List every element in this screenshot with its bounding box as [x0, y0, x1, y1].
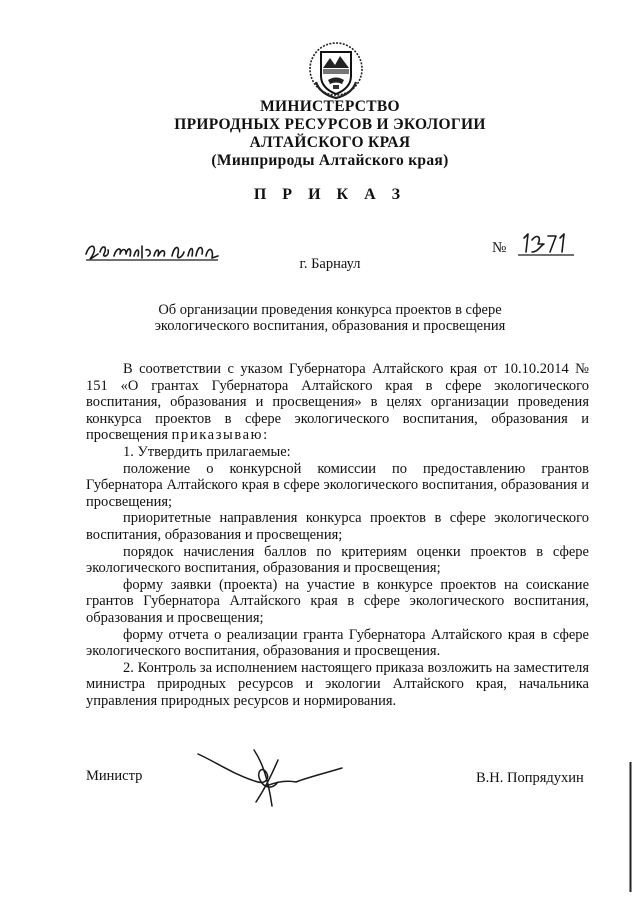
header-line-3: АЛТАЙСКОГО КРАЯ [249, 134, 411, 151]
subject-line-1: Об организации проведения конкурса проектов в сфере [158, 302, 502, 318]
order-number-label: № [492, 240, 507, 256]
signer-position: Министр [86, 768, 143, 784]
preamble-text: В соответствии с указом Губернатора Алтайского края от 10.10.2014 № 151 «О грантах Губернатора Алтайского края в сфере экологического воспитания, образования и просвещения» в целях организации проведения конкурса проектов в сфере экологического воспитания, образования и просвещения [86, 361, 589, 444]
body-paragraph-priorities: приоритетные направления конкурса проектов в сфере экологического воспитания, образования и просвещения; [86, 510, 589, 543]
order-subject [120, 302, 540, 334]
body-paragraph-application-form: форму заявки (проекта) на участие в конкурсе проектов на соискание грантов Губернатора Алтайского края в сфере экологического воспитания, образования и просвещения; [86, 576, 589, 626]
header-line-4: (Минприроды Алтайского края) [211, 152, 449, 169]
document-type-title: П Р И К А З [253, 186, 407, 203]
body-paragraph-control: 2. Контроль за исполнением настоящего приказа возложить на заместителя министра природных ресурсов и экологии Алтайского края, начальника управления природных ресурсов и нормирования. [86, 659, 589, 709]
header-line-2: ПРИРОДНЫХ РЕСУРСОВ И ЭКОЛОГИИ [174, 116, 486, 133]
body-paragraph-report-form: форму отчета о реализации гранта Губернатора Алтайского края в сфере экологического воспитания, образования и просвещения. [86, 626, 589, 660]
altai-krai-coat-of-arms-icon [308, 38, 364, 100]
order-body [86, 361, 589, 709]
handwritten-signature [196, 742, 346, 812]
subject-line-2: экологического воспитания, образования и просвещения [154, 318, 506, 334]
body-paragraph-commission: положение о конкурсной комиссии по предоставлению грантов Губернатора Алтайского края в сфере экологического воспитания, образования и просвещения; [86, 460, 589, 510]
prikazyvayu-word: приказываю: [171, 427, 269, 444]
body-paragraph-item-1: 1. Утвердить прилагаемые: [123, 443, 291, 460]
body-paragraph-preamble [86, 361, 589, 444]
city: г. Барнаул [299, 256, 361, 272]
header-line-1: МИНИСТЕРСТВО [260, 98, 400, 115]
body-paragraph-scoring: порядок начисления баллов по критериям оценки проектов в сфере экологического воспитания, образования и просвещения; [86, 543, 589, 577]
signer-name: В.Н. Попрядухин [476, 770, 584, 786]
ministry-header [120, 98, 540, 170]
scan-edge-line [629, 762, 632, 892]
